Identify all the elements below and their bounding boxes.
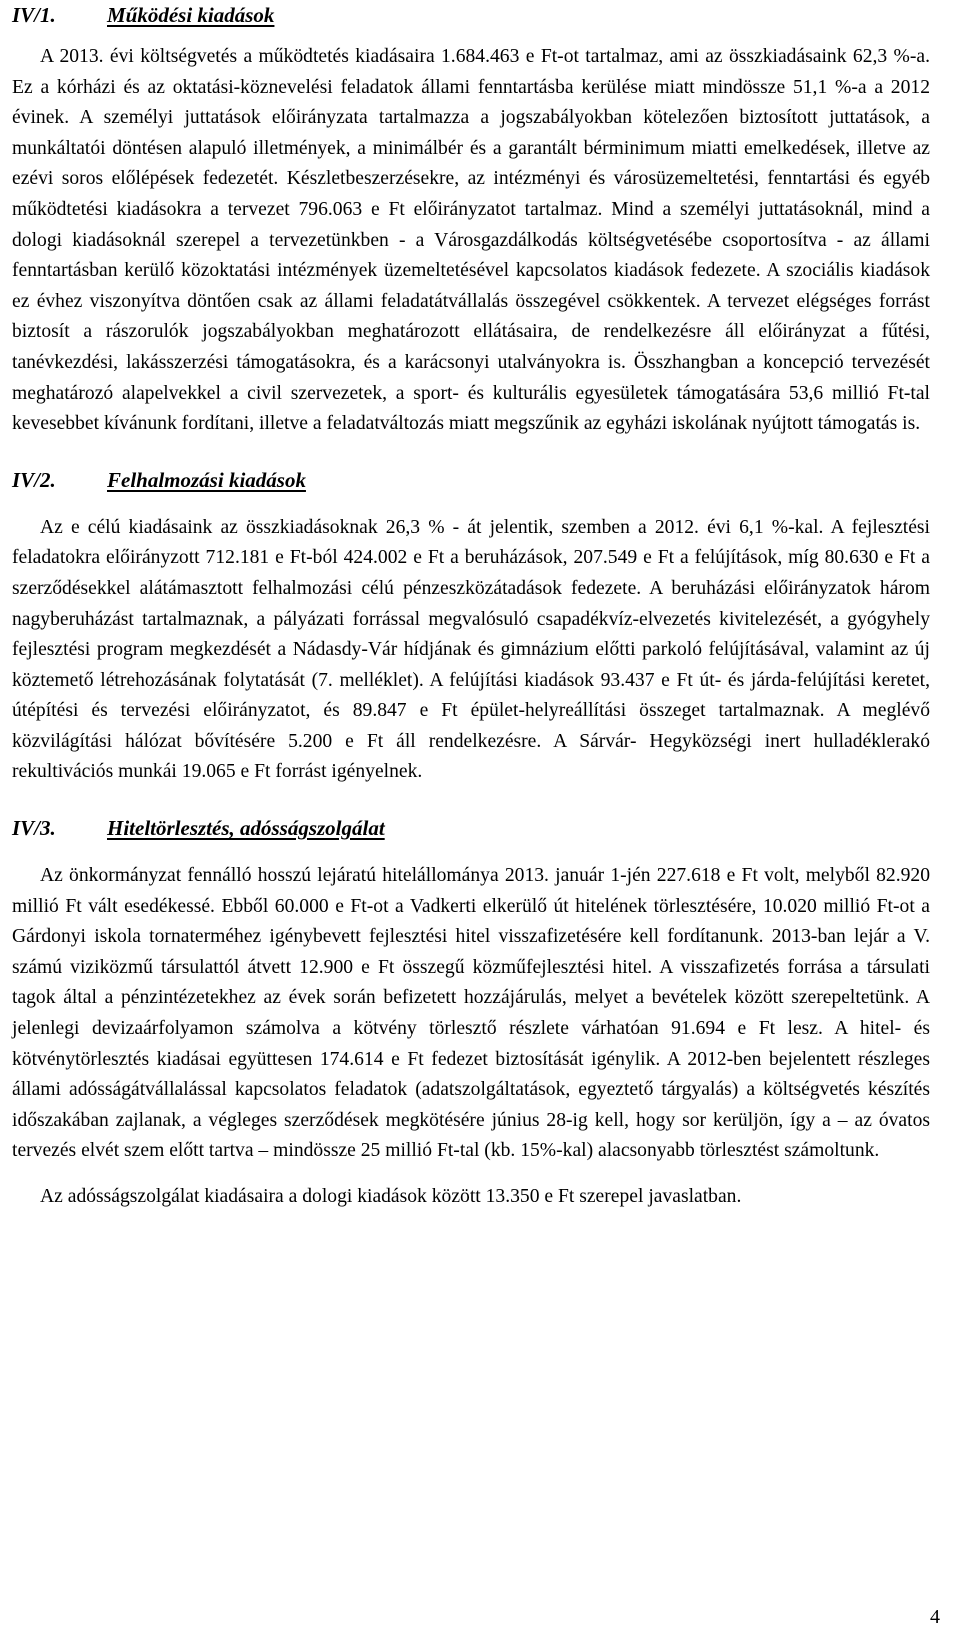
section-heading-iv2 xyxy=(12,467,930,493)
paragraph-operating-expenses: A 2013. évi költségvetés a működtetés kiadásaira 1.684.463 e Ft-ot tartalmaz, ami az összkiadásaink 62,3 %-a. Ez a kórházi és az oktatási-köznevelési feladatok állami fenntartásba kerülése miatt mindössze 51,1 %-a a 2012 évinek. A személyi juttatások előirányzata tartalmazza a jogszabályokban kötelezően biztosított juttatások, a munkáltatói döntésen alapuló illetmények, a minimálbér és a garantált bérminimum miatti emelkedések, illetve az ezévi soros előlépések fedezetét. Készletbeszerzésekre, az intézményi és városüzemeltetési, fenntartási és egyéb működtetési kiadásokra a tervezet 796.063 e Ft előirányzatot tartalmaz. Mind a személyi juttatásoknál, mind a dologi kiadásoknál szerepel a tervezetünkben - a Városgazdálkodás költségvetésébe csoportosítva - az állami fenntartásban kerülő közoktatási intézmények üzemeltetésével kapcsolatos kiadások fedezete. A szociális kiadások ez évhez viszonyítva döntően csak az állami feladatátvállalás összegével csökkentek. A tervezet elégséges forrást biztosít a rászorulók jogszabályokban meghatározott ellátásaira, de rendelkezésre áll előirányzat a fűtési, tanévkezdési, lakásszerzési támogatásokra, és a karácsonyi utalványokra is. Összhangban a koncepció tervezését meghatározó alapelvekkel a civil szervezetek, a sport- és kulturális egyesületek támogatására 53,6 millió Ft-tal kevesebbet kívánunk fordítani, illetve a feladatváltozás miatt megszűnik az egyházi iskolának nyújtott támogatás is. xyxy=(12,46,930,435)
section-number: IV/1. xyxy=(12,3,56,27)
page-number: 4 xyxy=(930,1606,940,1628)
paragraph-capital-expenses: Az e célú kiadásaink az összkiadásoknak 26,3 % - át jelentik, szemben a 2012. évi 6,1 %-kal. A fejlesztési feladatokra előirányzott 712.181 e Ft-ból 424.002 e Ft a beruházások, 207.549 e Ft a felújítások, míg 80.630 e Ft a szerződésekkel alátámasztott felhalmozási célú pénzeszközátadások fedezete. A beruházási előirányzatok három nagyberuházást tartalmaznak, a pályázati forrással megvalósuló csapadékvíz-elvezetés kivitelezését, a gyógyhely fejlesztési program megkezdését a Nádasdy-Vár hídjának és gimnázium előtti parkoló felújításával, valamint az új köztemető létrehozásának folytatását (7. melléklet). A felújítási kiadások 93.437 e Ft út- és járda-felújítási keretet, útépítési és tervezési előirányzatot, és 89.847 e Ft épület-helyreállítási összeget tartalmaznak. A meglévő közvilágítási hálózat bővítésére 5.200 e Ft áll rendelkezésre. A Sárvár- Hegyközségi inert hulladéklerakó rekultivációs munkái 19.065 e Ft forrást igényelnek. xyxy=(12,516,930,783)
section-title: Felhalmozási kiadások xyxy=(107,467,306,492)
section-number: IV/3. xyxy=(12,816,56,841)
paragraph-debt-service: Az adósságszolgálat kiadásaira a dologi kiadások között 13.350 e Ft szerepel javaslatban. xyxy=(40,1186,742,1207)
section-title: Működési kiadások xyxy=(107,3,275,27)
document-page xyxy=(12,2,930,1213)
section-heading-iv1 xyxy=(12,2,930,28)
paragraph-loan-repayment: Az önkormányzat fennálló hosszú lejáratú hitelállománya 2013. január 1-jén 227.618 e Ft volt, melyből 82.920 millió Ft vált esedékessé. Ebből 60.000 e Ft-ot a Vadkerti elkerülő út hitelének törlesztésére, 10.020 millió Ft-ot a Gárdonyi iskola tornaterméhez igénybevett fejlesztési hitel visszafizetésére kell fordítanunk. 2013-ban lejár a V. számú viziközmű társulattól átvett 12.900 e Ft összegű közműfejlesztési hitel. A visszafizetés forrása a társulati tagok által a pénzintézetekhez az évek során befizetett hozzájárulás, melyet a bevételek között szerepeltetünk. A jelenlegi devizaárfolyamon számolva a kötvény törlesztő részlete várhatóan 91.694 e Ft lesz. A hitel- és kötvénytörlesztés kiadásai együttesen 174.614 e Ft fedezet biztosítását igénylik. A 2012-ben bejelentett részleges állami adósságátvállalással kapcsolatos feladatok (adatszolgáltatások, egyeztető tárgyalás) a költségvetés készítés időszakában zajlanak, a végleges szerződések megkötésére június 28-ig kell, hogy sor kerüljön, így a – az óvatos tervezés elvét szem előtt tartva – mindössze 25 millió Ft-tal (kb. 15%-kal) alacsonyabb törlesztést számoltunk. xyxy=(12,865,930,1162)
section-heading-iv3 xyxy=(12,815,930,841)
section-number: IV/2. xyxy=(12,467,56,492)
section-title: Hiteltörlesztés, adósságszolgálat xyxy=(107,816,385,841)
